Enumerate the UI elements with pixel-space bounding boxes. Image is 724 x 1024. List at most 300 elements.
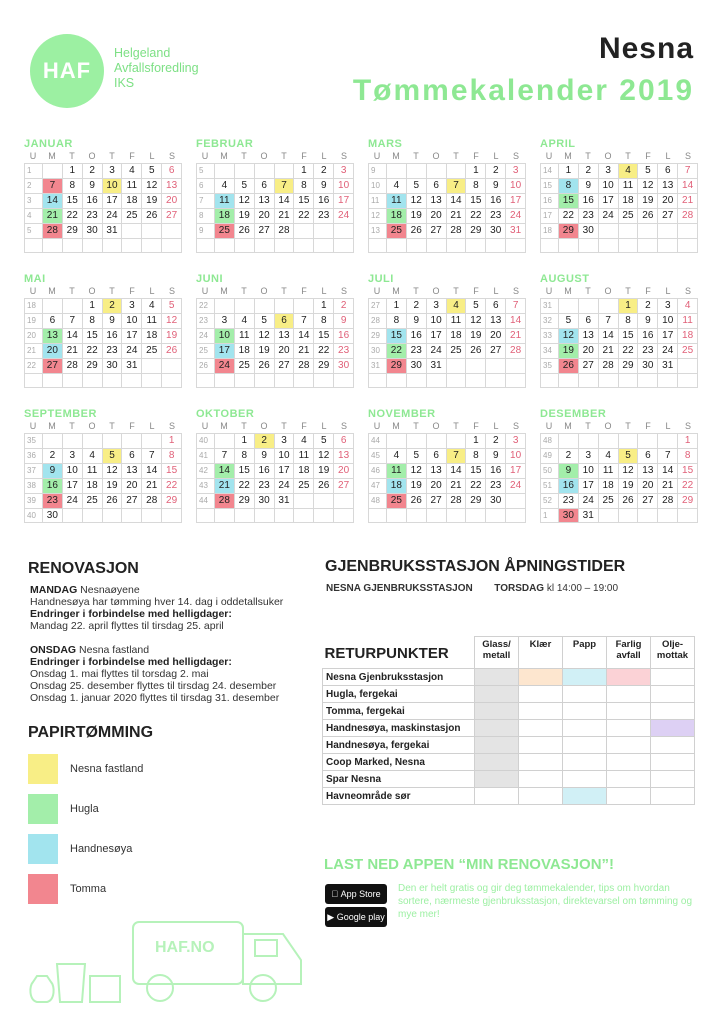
day-cell [387, 434, 407, 448]
day-cell: 13 [486, 314, 506, 328]
gjenbruk-day: TORSDAG [494, 583, 545, 594]
week-number: 7 [197, 194, 215, 208]
day-cell: 16 [334, 329, 354, 343]
day-cell: 4 [83, 449, 103, 463]
returpunkt-cell [607, 703, 651, 720]
week-number: 1 [25, 164, 43, 178]
day-cell: 15 [559, 194, 579, 208]
day-cell [294, 299, 314, 313]
day-cell [162, 374, 182, 387]
day-cell: 5 [162, 299, 182, 313]
day-cell: 12 [103, 464, 123, 478]
calendar-title: Tømmekalender 2019 [352, 74, 694, 107]
day-cell [619, 239, 639, 252]
day-cell: 12 [314, 449, 334, 463]
day-cell [162, 359, 182, 373]
weekday-header [24, 285, 182, 298]
day-cell: 5 [255, 314, 275, 328]
week-number [197, 509, 215, 522]
truck-wheel-1 [147, 975, 173, 1001]
day-cell [638, 224, 658, 238]
logo-line-1: Helgeland [114, 46, 171, 60]
week-row [24, 223, 182, 238]
day-cell [63, 299, 83, 313]
day-cell [215, 239, 235, 252]
week-number: 44 [369, 434, 387, 448]
weekday-label: L [149, 151, 155, 161]
day-cell: 10 [579, 464, 599, 478]
weekday-label: F [645, 151, 651, 161]
week-row [24, 508, 182, 523]
week-number: 30 [369, 344, 387, 358]
day-cell: 5 [235, 179, 255, 193]
week-row [540, 343, 698, 358]
day-cell [407, 239, 427, 252]
day-cell [506, 494, 526, 508]
app-title: LAST NED APPEN “MIN RENOVASJON”! [324, 856, 615, 873]
day-cell: 16 [255, 464, 275, 478]
day-cell [103, 509, 123, 522]
returpunkter-col-header: Klær [519, 637, 563, 669]
day-cell [599, 374, 619, 387]
weekday-label: F [129, 421, 135, 431]
returpunkt-cell [563, 788, 607, 805]
day-cell: 13 [162, 179, 182, 193]
month-name: OKTOBER [196, 408, 255, 420]
week-row [540, 463, 698, 478]
day-cell: 2 [559, 449, 579, 463]
week-row [196, 493, 354, 508]
weekday-label: U [29, 151, 37, 161]
day-cell [619, 224, 639, 238]
day-cell [63, 509, 83, 522]
day-cell: 17 [506, 464, 526, 478]
day-cell [466, 359, 486, 373]
onsdag-change-2: Onsdag 25. desember flyttes til tirsdag 24. desember [30, 680, 277, 692]
logo-mark [30, 34, 104, 108]
weekday-label: T [109, 286, 115, 296]
day-cell [407, 164, 427, 178]
table-row [323, 737, 695, 754]
day-cell: 18 [83, 479, 103, 493]
returpunkt-cell [607, 720, 651, 737]
day-cell [255, 509, 275, 522]
weekday-label: O [604, 286, 612, 296]
week-number: 31 [541, 299, 559, 313]
week-number: 18 [25, 299, 43, 313]
day-cell: 2 [407, 299, 427, 313]
day-cell: 23 [314, 209, 334, 223]
legend-label: Hugla [70, 803, 99, 815]
day-cell: 14 [678, 179, 698, 193]
day-cell: 3 [599, 164, 619, 178]
weekday-label: F [301, 286, 307, 296]
day-cell: 19 [314, 464, 334, 478]
day-cell: 3 [579, 449, 599, 463]
day-cell [43, 434, 63, 448]
month-mars [368, 138, 526, 253]
week-row [368, 223, 526, 238]
week-row [24, 193, 182, 208]
day-cell: 14 [43, 194, 63, 208]
week-row [196, 298, 354, 313]
week-row [196, 313, 354, 328]
week-row [196, 238, 354, 253]
day-cell: 16 [83, 194, 103, 208]
day-cell [599, 434, 619, 448]
week-row [24, 493, 182, 508]
day-cell [255, 164, 275, 178]
day-cell: 9 [103, 314, 123, 328]
week-number: 29 [369, 329, 387, 343]
truck-illustration [25, 912, 325, 1012]
day-cell [638, 374, 658, 387]
day-cell: 17 [579, 479, 599, 493]
day-cell: 2 [314, 164, 334, 178]
day-cell: 10 [63, 464, 83, 478]
day-cell: 21 [658, 479, 678, 493]
day-cell: 3 [506, 164, 526, 178]
day-cell [235, 374, 255, 387]
day-cell: 11 [215, 194, 235, 208]
day-cell: 30 [255, 494, 275, 508]
week-row [540, 298, 698, 313]
weekday-label: S [684, 286, 691, 296]
day-cell: 8 [83, 314, 103, 328]
day-cell: 12 [142, 179, 162, 193]
weekday-label: O [260, 151, 268, 161]
day-cell: 3 [275, 434, 295, 448]
day-cell: 19 [255, 344, 275, 358]
week-row [368, 478, 526, 493]
day-cell: 1 [619, 299, 639, 313]
legend-swatch [28, 834, 58, 864]
week-number: 12 [369, 209, 387, 223]
weekday-label: T [625, 151, 631, 161]
returpunkt-cell [519, 771, 563, 788]
day-cell: 31 [506, 224, 526, 238]
day-cell: 7 [506, 299, 526, 313]
week-number: 6 [197, 179, 215, 193]
week-number: 42 [197, 464, 215, 478]
day-cell: 1 [294, 164, 314, 178]
weekday-label: O [604, 151, 612, 161]
day-cell [103, 434, 123, 448]
day-cell [63, 434, 83, 448]
day-cell: 19 [638, 194, 658, 208]
week-row [540, 448, 698, 463]
day-cell: 9 [43, 464, 63, 478]
week-number: 8 [197, 209, 215, 223]
weekday-label: T [413, 421, 419, 431]
day-cell [294, 239, 314, 252]
month-juni [196, 273, 354, 388]
week-row [196, 193, 354, 208]
day-cell: 17 [506, 194, 526, 208]
day-cell: 8 [314, 314, 334, 328]
day-cell: 12 [407, 464, 427, 478]
day-cell: 10 [658, 314, 678, 328]
day-cell: 2 [255, 434, 275, 448]
day-cell [599, 509, 619, 522]
bin-icon [57, 964, 85, 1002]
day-cell: 17 [103, 194, 123, 208]
week-number: 45 [369, 449, 387, 463]
day-cell [559, 299, 579, 313]
day-cell: 3 [215, 314, 235, 328]
day-cell [103, 239, 123, 252]
day-cell: 2 [579, 164, 599, 178]
weekday-label: T [413, 286, 419, 296]
day-cell: 28 [63, 359, 83, 373]
day-cell: 20 [275, 344, 295, 358]
gjenbruk-time: kl 14:00 – 19:00 [546, 583, 619, 594]
week-number: 13 [369, 224, 387, 238]
day-cell [314, 509, 334, 522]
day-cell: 5 [638, 164, 658, 178]
day-cell: 19 [559, 344, 579, 358]
day-cell [427, 509, 447, 522]
google-play-badge[interactable] [325, 907, 387, 927]
day-cell [255, 374, 275, 387]
day-cell: 4 [235, 314, 255, 328]
legend-swatch [28, 794, 58, 824]
day-cell [43, 299, 63, 313]
day-cell: 5 [103, 449, 123, 463]
weekday-label: F [645, 421, 651, 431]
day-cell: 3 [103, 164, 123, 178]
day-cell: 24 [215, 359, 235, 373]
day-cell: 10 [506, 179, 526, 193]
day-cell [83, 239, 103, 252]
day-cell: 23 [334, 344, 354, 358]
day-cell: 25 [122, 209, 142, 223]
month-name: APRIL [540, 138, 576, 150]
week-row [196, 178, 354, 193]
day-cell: 23 [486, 209, 506, 223]
day-cell [334, 374, 354, 387]
week-row [196, 163, 354, 178]
day-cell: 8 [63, 179, 83, 193]
day-cell: 23 [638, 344, 658, 358]
day-cell: 3 [427, 299, 447, 313]
day-cell: 27 [427, 224, 447, 238]
weekday-label: O [260, 286, 268, 296]
month-april [540, 138, 698, 253]
day-cell: 20 [334, 464, 354, 478]
day-cell [506, 359, 526, 373]
week-row [196, 208, 354, 223]
weekday-label: T [241, 151, 247, 161]
day-cell: 8 [466, 179, 486, 193]
returpunkt-name: Handnesøya, fergekai [323, 737, 475, 754]
onsdag-change-1: Onsdag 1. mai flyttes til torsdag 2. mai [30, 668, 209, 680]
day-cell: 25 [678, 344, 698, 358]
month-august [540, 273, 698, 388]
day-cell: 4 [122, 164, 142, 178]
day-cell: 10 [215, 329, 235, 343]
week-number: 47 [369, 479, 387, 493]
day-cell: 9 [314, 179, 334, 193]
month-name: FEBRUAR [196, 138, 254, 150]
weekday-label: U [373, 151, 381, 161]
weekday-label: U [373, 286, 381, 296]
day-cell [275, 509, 295, 522]
day-cell: 8 [619, 314, 639, 328]
weekday-label: O [260, 421, 268, 431]
day-cell [162, 224, 182, 238]
app-store-badge[interactable] [325, 884, 387, 904]
week-number [369, 239, 387, 252]
month-name: JULI [368, 273, 394, 285]
day-cell: 23 [486, 479, 506, 493]
week-row [24, 328, 182, 343]
day-cell: 7 [142, 449, 162, 463]
legend-label: Handnesøya [70, 843, 133, 855]
month-september [24, 408, 182, 523]
day-cell: 6 [579, 314, 599, 328]
week-row [368, 433, 526, 448]
day-cell [334, 494, 354, 508]
weekday-label: F [129, 286, 135, 296]
month-name: JUNI [196, 273, 224, 285]
day-cell: 24 [506, 209, 526, 223]
weekday-header [196, 150, 354, 163]
week-number: 31 [369, 359, 387, 373]
day-cell: 29 [678, 494, 698, 508]
day-cell: 21 [678, 194, 698, 208]
day-cell: 12 [235, 194, 255, 208]
week-row [196, 223, 354, 238]
day-cell [334, 239, 354, 252]
returpunkt-cell [519, 737, 563, 754]
month-januar [24, 138, 182, 253]
day-cell [599, 224, 619, 238]
week-row [24, 208, 182, 223]
week-number [25, 374, 43, 387]
day-cell: 11 [235, 329, 255, 343]
day-cell: 1 [466, 434, 486, 448]
logo-text [114, 46, 199, 91]
week-number: 49 [541, 449, 559, 463]
week-row [196, 358, 354, 373]
day-cell [294, 374, 314, 387]
day-cell: 31 [579, 509, 599, 522]
day-cell: 6 [162, 164, 182, 178]
week-number: 39 [25, 494, 43, 508]
day-cell: 25 [235, 359, 255, 373]
day-cell: 14 [275, 194, 295, 208]
day-cell: 6 [43, 314, 63, 328]
day-cell: 20 [486, 329, 506, 343]
day-cell: 26 [407, 494, 427, 508]
day-cell [294, 494, 314, 508]
day-cell: 26 [314, 479, 334, 493]
day-cell: 5 [407, 179, 427, 193]
day-cell: 29 [162, 494, 182, 508]
day-cell: 17 [122, 329, 142, 343]
returpunkter-col-header: Papp [563, 637, 607, 669]
week-row [540, 178, 698, 193]
day-cell: 26 [255, 359, 275, 373]
weekday-label: S [512, 286, 519, 296]
week-row [196, 373, 354, 388]
weekday-label: S [512, 421, 519, 431]
day-cell: 7 [447, 449, 467, 463]
day-cell: 19 [103, 479, 123, 493]
weekday-label: T [241, 286, 247, 296]
day-cell: 27 [334, 479, 354, 493]
weekday-header [540, 285, 698, 298]
returpunkter-col-header: Glass/ metall [475, 637, 519, 669]
day-cell: 12 [638, 179, 658, 193]
returpunkt-cell [475, 771, 519, 788]
day-cell [579, 239, 599, 252]
day-cell: 27 [658, 209, 678, 223]
returpunkt-cell [651, 771, 695, 788]
day-cell: 31 [103, 224, 123, 238]
apple-icon [331, 889, 338, 899]
day-cell [314, 224, 334, 238]
day-cell: 9 [83, 179, 103, 193]
week-number: 3 [25, 194, 43, 208]
week-number: 17 [541, 209, 559, 223]
week-number: 19 [25, 314, 43, 328]
day-cell: 28 [678, 209, 698, 223]
day-cell: 13 [43, 329, 63, 343]
returpunkt-cell [607, 788, 651, 805]
day-cell: 7 [215, 449, 235, 463]
day-cell: 27 [486, 344, 506, 358]
week-number: 40 [25, 509, 43, 522]
day-cell: 30 [486, 494, 506, 508]
day-cell [427, 164, 447, 178]
day-cell: 27 [162, 209, 182, 223]
day-cell: 4 [387, 449, 407, 463]
week-number: 52 [541, 494, 559, 508]
day-cell: 5 [142, 164, 162, 178]
day-cell [559, 374, 579, 387]
week-number: 26 [197, 359, 215, 373]
day-cell: 20 [43, 344, 63, 358]
day-cell [638, 434, 658, 448]
week-number: 2 [25, 179, 43, 193]
day-cell: 25 [294, 479, 314, 493]
day-cell: 17 [215, 344, 235, 358]
weekday-header [24, 420, 182, 433]
day-cell: 29 [559, 224, 579, 238]
day-cell [506, 509, 526, 522]
day-cell: 4 [619, 164, 639, 178]
day-cell: 16 [638, 329, 658, 343]
returpunkter-col-header: Olje- mottak [651, 637, 695, 669]
returpunkt-cell [475, 703, 519, 720]
day-cell [638, 239, 658, 252]
renovasjon-info [30, 584, 320, 704]
day-cell: 15 [678, 464, 698, 478]
week-number: 34 [541, 344, 559, 358]
day-cell: 20 [638, 479, 658, 493]
legend-label: Nesna fastland [70, 763, 144, 775]
day-cell: 13 [275, 329, 295, 343]
week-row [540, 373, 698, 388]
day-cell: 6 [122, 449, 142, 463]
day-cell: 20 [122, 479, 142, 493]
returpunkt-name: Tomma, fergekai [323, 703, 475, 720]
returpunkt-cell [563, 686, 607, 703]
day-cell: 11 [619, 179, 639, 193]
day-cell: 15 [387, 329, 407, 343]
